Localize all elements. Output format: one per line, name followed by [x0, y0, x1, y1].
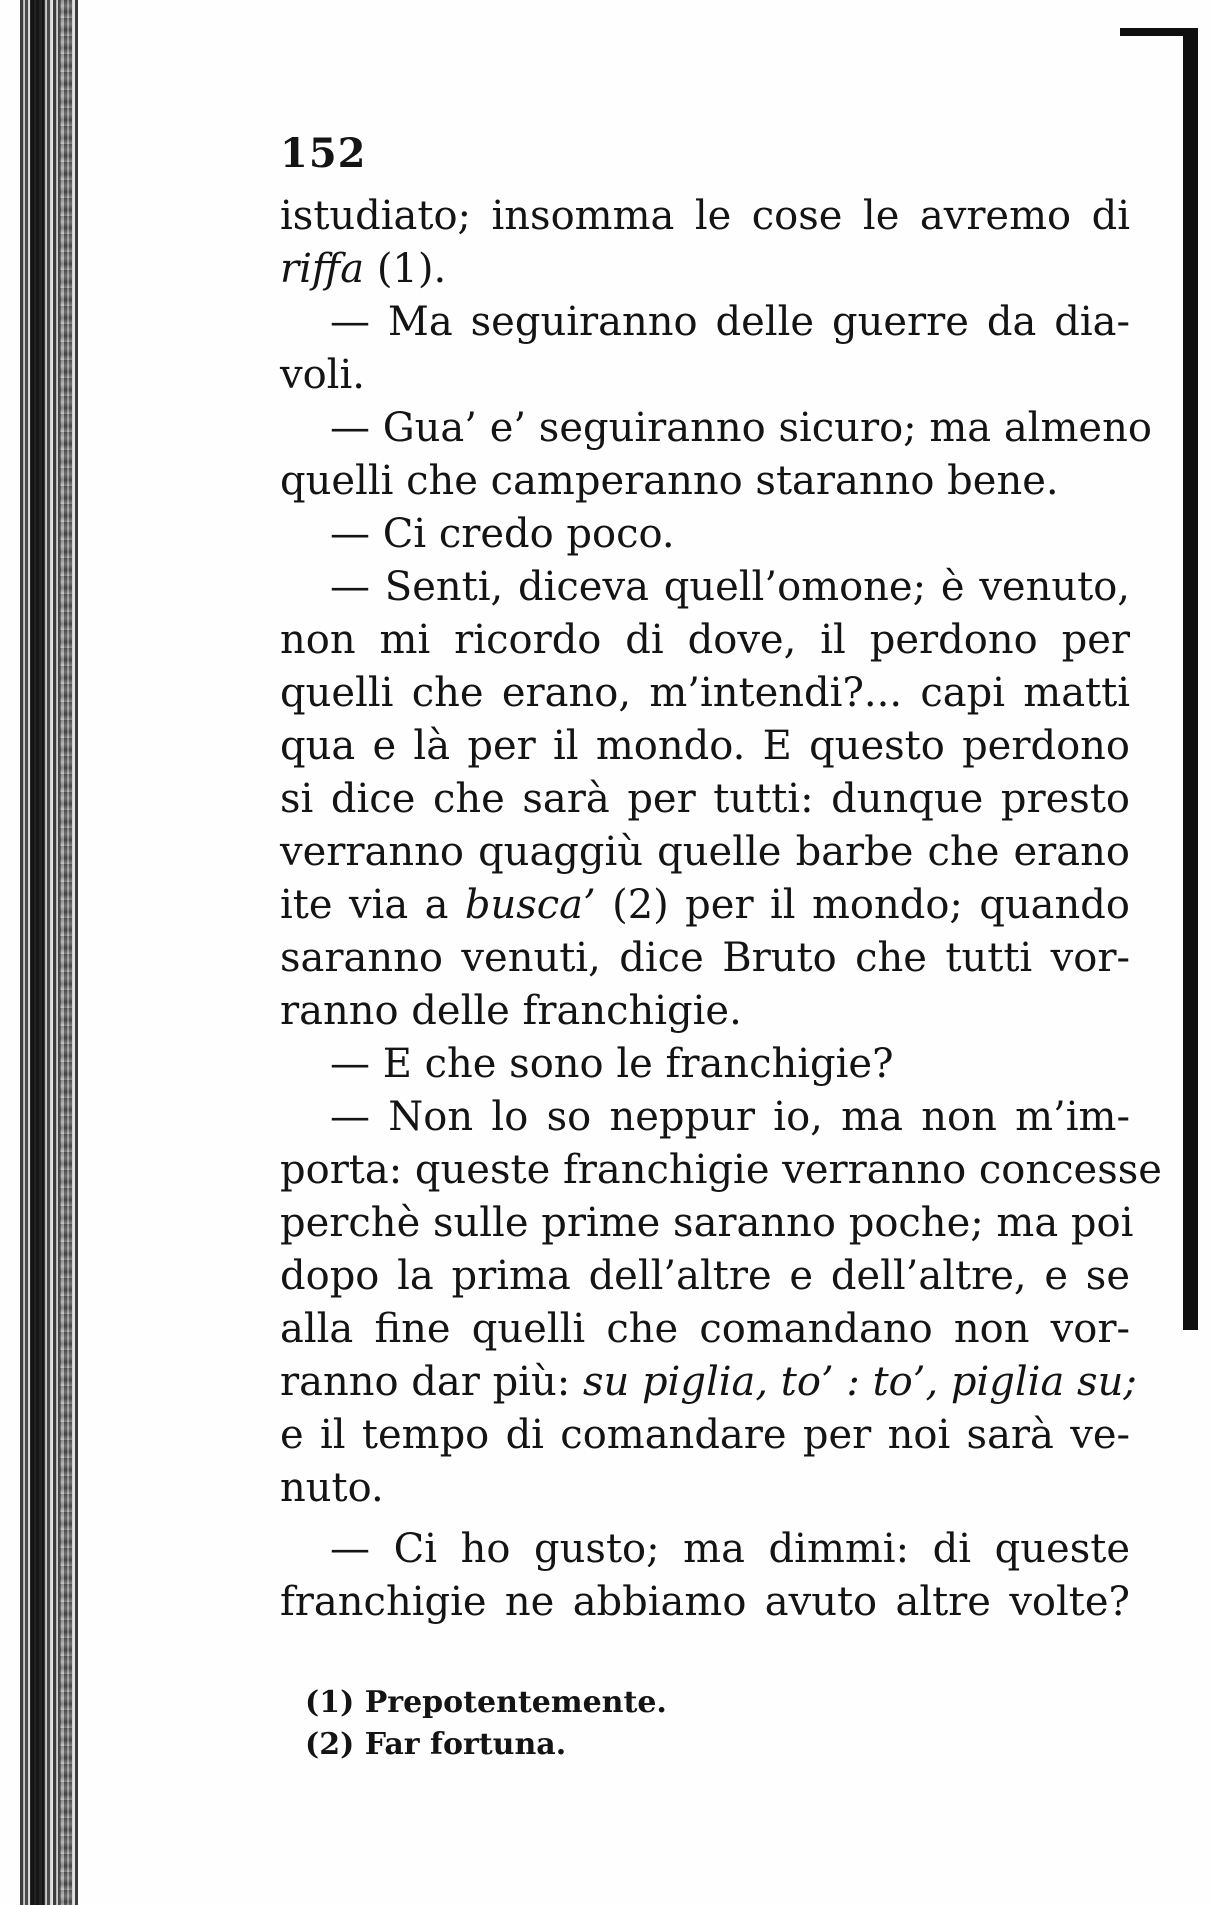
text-line: saranno venuti, dice Bruto che tutti vor-	[280, 935, 1130, 981]
text-line: porta: queste franchigie verranno concesse	[280, 1147, 1162, 1193]
text-line: ranno dar più: su piglia, to’ : to’, piglia su;	[280, 1359, 1137, 1405]
text-line: qua e là per il mondo. E questo perdono	[280, 723, 1130, 769]
text-line: e il tempo di comandare per noi sarà ve-	[280, 1412, 1130, 1458]
text-line: quelli che erano, m’intendi?... capi matti	[280, 670, 1130, 716]
footnotes	[305, 1682, 905, 1766]
text-line: — E che sono le franchigie?	[330, 1041, 894, 1087]
body-text	[280, 190, 1162, 1629]
italic-word: busca’	[464, 882, 596, 928]
text-line: dopo la prima dell’altre e dell’altre, e se	[280, 1253, 1130, 1299]
text-line: perchè sulle prime saranno poche; ma poi	[280, 1200, 1134, 1246]
text-line: si dice che sarà per tutti: dunque presto	[280, 776, 1130, 822]
text-line: — Ci ho gusto; ma dimmi: di queste	[330, 1526, 1130, 1572]
text-line: non mi ricordo di dove, il perdono per	[280, 617, 1130, 663]
italic-word: riffa	[280, 246, 365, 292]
text-line: — Ma seguiranno delle guerre da dia-	[330, 299, 1130, 345]
footnote: (2) Far fortuna.	[305, 1727, 567, 1762]
text-line: ite via a busca’ (2) per il mondo; quando	[280, 882, 1130, 928]
text-line: riffa (1).	[280, 246, 447, 292]
page-number: 152	[280, 130, 367, 177]
text-line: quelli che camperanno staranno bene.	[280, 458, 1059, 504]
footnote: (1) Prepotentemente.	[305, 1685, 667, 1720]
page-edge-right	[1183, 30, 1198, 1330]
text-line: — Gua’ e’ seguiranno sicuro; ma almeno	[330, 405, 1152, 451]
text-line: istudiato; insomma le cose le avremo di	[280, 193, 1130, 239]
text-line: verranno quaggiù quelle barbe che erano	[280, 829, 1130, 875]
text-line: — Senti, diceva quell’omone; è venuto,	[330, 564, 1130, 610]
text-line: voli.	[280, 352, 365, 398]
italic-phrase: su piglia, to’ : to’, piglia su;	[582, 1359, 1137, 1405]
text-line: — Non lo so neppur io, ma non m’im-	[330, 1094, 1130, 1140]
binding-texture	[60, 0, 72, 1905]
binding-edge	[30, 0, 44, 1905]
text-line: ranno delle franchigie.	[280, 988, 742, 1034]
text-line: franchigie ne abbiamo avuto altre volte?	[280, 1579, 1130, 1625]
text-line: alla fine quelli che comandano non vor-	[280, 1306, 1130, 1352]
text-line: nuto.	[280, 1465, 384, 1511]
text-line: — Ci credo poco.	[330, 511, 675, 557]
